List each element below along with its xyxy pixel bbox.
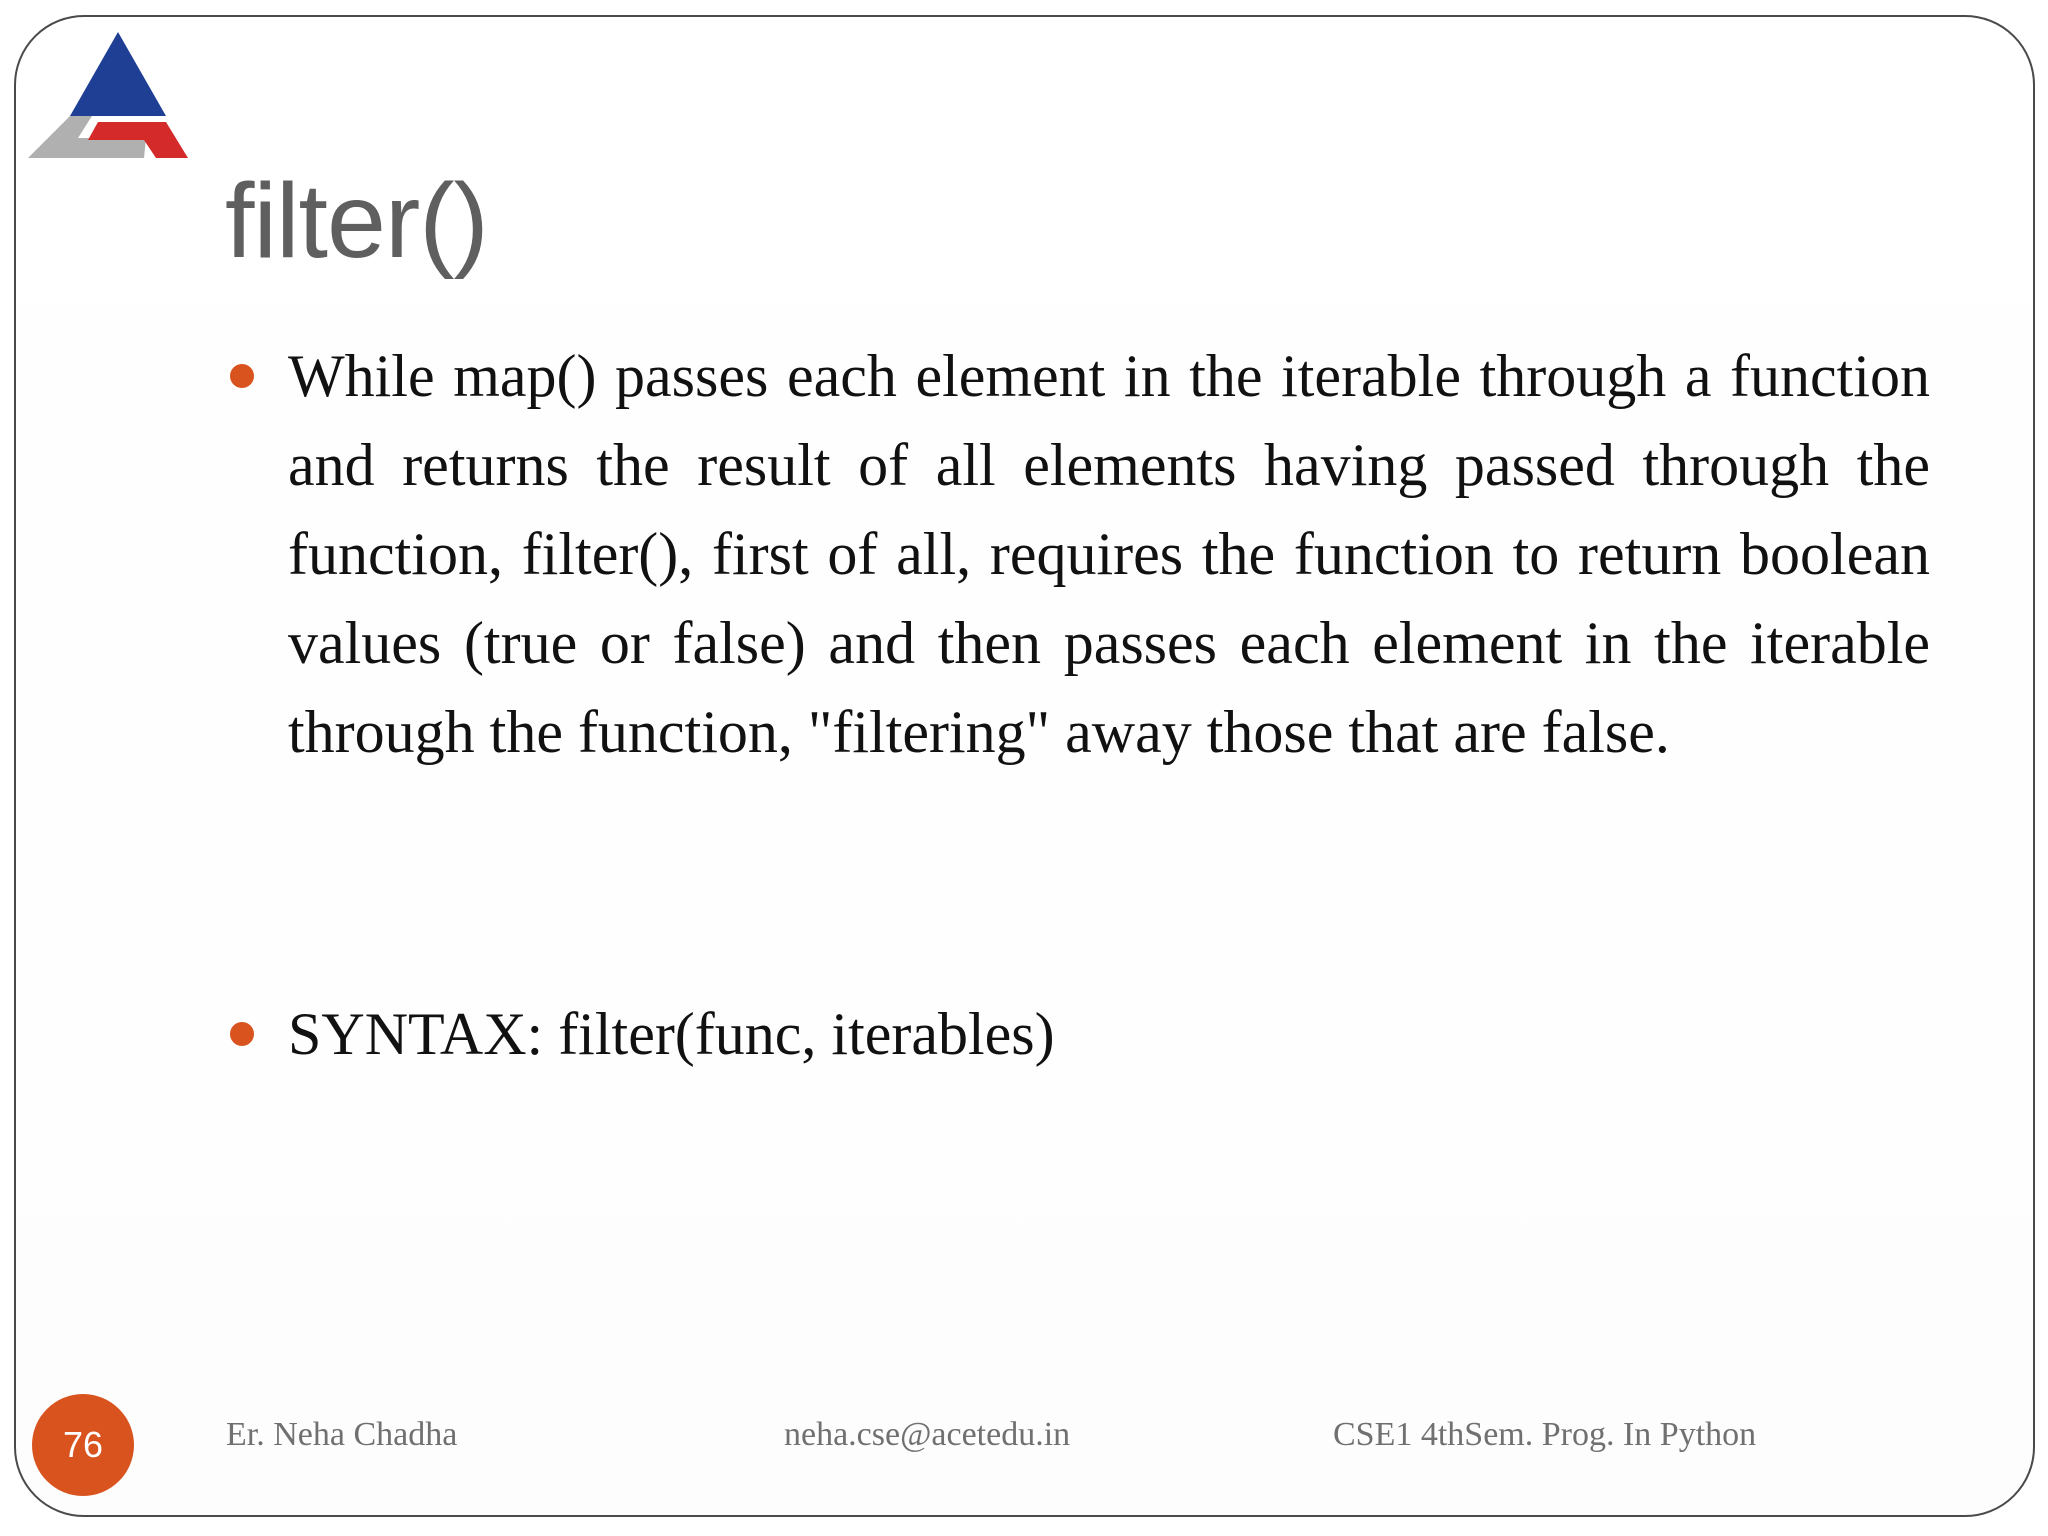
bullet-list-item	[230, 990, 1930, 1079]
bullet-text: SYNTAX: filter(func, iterables)	[288, 1001, 1055, 1067]
footer-course: CSE1 4thSem. Prog. In Python	[1333, 1416, 1757, 1453]
footer-author: Er. Neha Chadha	[226, 1416, 458, 1453]
bullet-dot-icon	[230, 1022, 254, 1046]
page-number-badge: 76	[32, 1394, 134, 1496]
bullet-dot-icon	[230, 364, 254, 388]
institution-logo-icon	[26, 30, 216, 166]
bullet-text: While map() passes each element in the iterable through a function and returns the result of all elements having passed through the function, filter(), first of all, requires the function to return boolean values (true or false) and then passes each element in the iterable through the function, "filtering" away those that are false.	[288, 343, 1930, 765]
footer-email: neha.cse@acetedu.in	[784, 1416, 1071, 1453]
bullet-list-item	[230, 332, 1930, 777]
slide-title: filter()	[225, 162, 488, 280]
